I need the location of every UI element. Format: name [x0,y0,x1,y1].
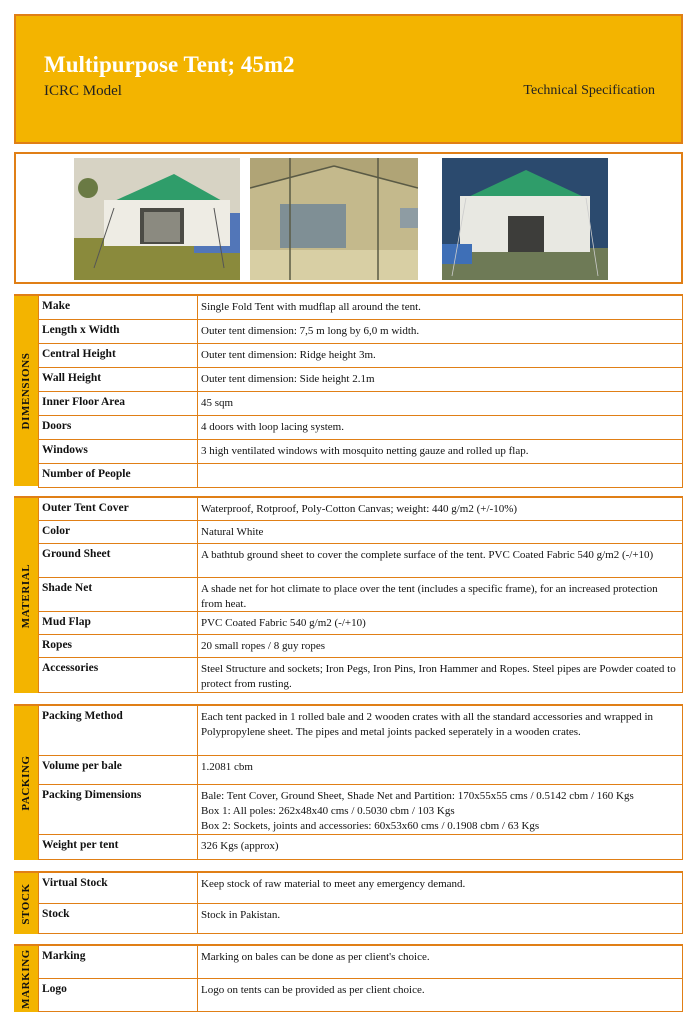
row-label: Outer Tent Cover [38,498,198,520]
row-label: Packing Method [38,706,198,755]
row-label: Accessories [38,658,198,692]
row-value: Keep stock of raw material to meet any emergency demand. [198,873,683,903]
row-label: Ropes [38,635,198,657]
row-value: 326 Kgs (approx) [198,835,683,859]
tent-front-photo [442,158,608,280]
row-value: Waterproof, Rotproof, Poly-Cotton Canvas; weight: 440 g/m2 (+/-10%) [198,498,683,520]
row-value: Outer tent dimension: Ridge height 3m. [198,344,683,367]
section-band [14,706,38,860]
table-row [38,635,683,658]
row-label: Stock [38,904,198,933]
section-band [14,498,38,693]
table-row [38,392,683,416]
table-row [38,416,683,440]
table-row [38,464,683,488]
header-banner [14,14,683,144]
row-value [198,464,683,487]
table-row [38,498,683,521]
row-label: Packing Dimensions [38,785,198,834]
row-value: Logo on tents can be provided as per client choice. [198,979,683,1011]
table-row [38,946,683,979]
row-value: Outer tent dimension: Side height 2.1m [198,368,683,391]
row-value: Single Fold Tent with mudflap all around the tent. [198,296,683,319]
row-label: Make [38,296,198,319]
row-value: PVC Coated Fabric 540 g/m2 (-/+10) [198,612,683,634]
table-row [38,658,683,693]
row-label: Marking [38,946,198,978]
section-label: STOCK [20,882,32,925]
spec-rows [38,946,683,1012]
table-row [38,544,683,578]
row-value: Each tent packed in 1 rolled bale and 2 wooden crates with all the standard accessories and wrapped in Polypropylene sheet. The pipes and metal joints packed seperately in a wooden crates. [198,706,683,755]
table-row [38,706,683,756]
row-value: Stock in Pakistan. [198,904,683,933]
row-value: 1.2081 cbm [198,756,683,784]
table-row [38,578,683,612]
table-row [38,612,683,635]
table-row [38,835,683,860]
row-label: Length x Width [38,320,198,343]
row-value: A bathtub ground sheet to cover the complete surface of the tent. PVC Coated Fabric 540 g/m2 (-/+10) [198,544,683,577]
row-label: Shade Net [38,578,198,611]
row-value: 20 small ropes / 8 guy ropes [198,635,683,657]
table-row [38,756,683,785]
row-value [198,785,683,834]
row-value: 45 sqm [198,392,683,415]
spec-rows [38,296,683,488]
row-value: 4 doors with loop lacing system. [198,416,683,439]
row-label: Windows [38,440,198,463]
row-label: Central Height [38,344,198,367]
packing-line: Box 2: Sockets, joints and accessories: 60x53x60 cms / 0.1908 cbm / 63 Kgs [201,820,540,832]
table-row [38,440,683,464]
row-label: Virtual Stock [38,873,198,903]
table-row [38,521,683,544]
row-label: Ground Sheet [38,544,198,577]
tent-exterior-photo [74,158,240,280]
table-row [38,344,683,368]
section-label: MATERIAL [20,563,32,628]
photo-strip [14,152,683,284]
section-marking [14,944,683,1012]
spec-label: Technical Specification [523,83,655,98]
section-label: PACKING [20,755,32,811]
row-label: Weight per tent [38,835,198,859]
row-label: Doors [38,416,198,439]
row-label: Number of People [38,464,198,487]
section-label: MARKING [20,949,32,1009]
row-label: Wall Height [38,368,198,391]
row-label: Color [38,521,198,543]
tent-interior-photo [250,158,418,280]
row-value: Marking on bales can be done as per client's choice. [198,946,683,978]
spec-rows [38,498,683,693]
spec-rows [38,706,683,860]
section-band [14,296,38,486]
row-label: Logo [38,979,198,1011]
packing-line: Box 1: All poles: 262x48x40 cms / 0.5030 cbm / 103 Kgs [201,805,455,817]
row-value: Steel Structure and sockets; Iron Pegs, Iron Pins, Iron Hammer and Ropes. Steel pipes are Powder coated to protect from rusting. [198,658,683,692]
table-row [38,785,683,835]
row-value: 3 high ventilated windows with mosquito netting gauze and rolled up flap. [198,440,683,463]
model-subtitle: ICRC Model [44,83,122,99]
table-row [38,296,683,320]
table-row [38,368,683,392]
row-value: Outer tent dimension: 7,5 m long by 6,0 m width. [198,320,683,343]
section-band [14,873,38,934]
section-stock [14,871,683,934]
packing-line: Bale: Tent Cover, Ground Sheet, Shade Net and Partition: 170x55x55 cms / 0.5142 cbm / 160 Kgs [201,790,634,802]
row-label: Inner Floor Area [38,392,198,415]
table-row [38,320,683,344]
section-dimensions [14,294,683,486]
section-material [14,496,683,693]
table-row [38,873,683,904]
row-label: Volume per bale [38,756,198,784]
section-band [14,946,38,1012]
row-value: Natural White [198,521,683,543]
section-packing [14,704,683,860]
page-title: Multipurpose Tent; 45m2 [44,52,295,77]
row-value: A shade net for hot climate to place over the tent (includes a specific frame), for an increased protection from heat. [198,578,683,611]
spec-rows [38,873,683,934]
table-row [38,904,683,934]
table-row [38,979,683,1012]
section-label: DIMENSIONS [20,352,32,430]
row-label: Mud Flap [38,612,198,634]
